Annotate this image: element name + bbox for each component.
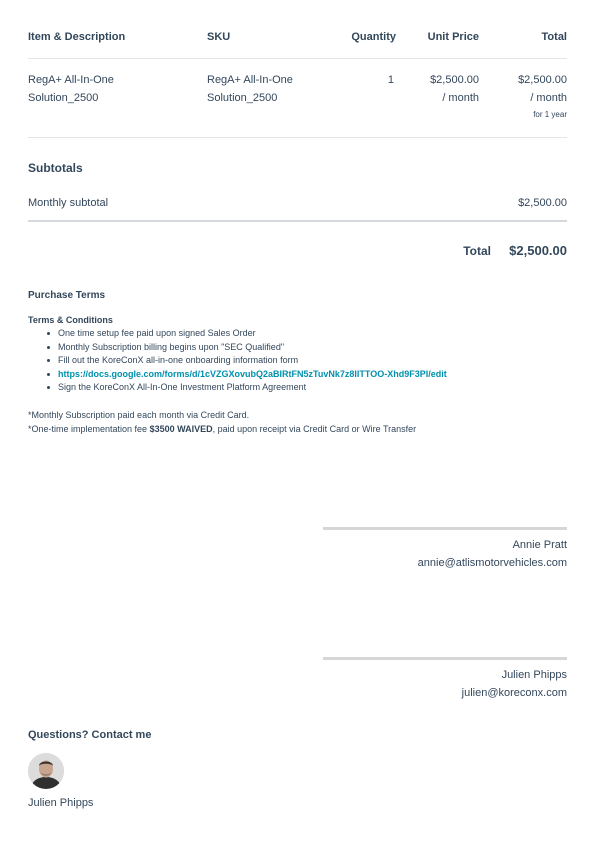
contact-heading: Questions? Contact me (28, 729, 152, 741)
person-avatar-icon (28, 753, 64, 789)
monthly-subtotal-value: $2,500.00 (518, 197, 567, 209)
terms-conditions-heading: Terms & Conditions (28, 315, 113, 325)
header-unit-price: Unit Price (427, 31, 479, 43)
contact-name: Julien Phipps (28, 797, 94, 809)
total-period: / month (530, 92, 567, 104)
waived-amount: $3500 WAIVED (149, 424, 213, 434)
signature-line (323, 657, 567, 660)
signer-name: Julien Phipps (501, 669, 567, 681)
header-item-description: Item & Description (28, 31, 126, 43)
item-unit-price (400, 71, 479, 107)
row-divider (28, 137, 567, 138)
item-total (480, 71, 567, 121)
total-term: for 1 year (533, 110, 567, 119)
header-divider (28, 58, 567, 59)
sku-line: RegA+ All-In-One (207, 74, 293, 86)
subtotal-divider (28, 220, 567, 222)
header-total: Total (541, 31, 567, 43)
total-amount: $2,500.00 (509, 243, 567, 258)
subscription-note: *Monthly Subscription paid each month via Credit Card. (28, 410, 250, 420)
item-name-line: Solution_2500 (28, 92, 99, 104)
list-item: Fill out the KoreConX all-in-one onboarding information form (28, 354, 567, 368)
item-name-line: RegA+ All-In-One (28, 74, 114, 86)
signer-email: julien@koreconx.com (461, 687, 567, 699)
total-value: $2,500.00 (518, 74, 567, 86)
subtotals-heading: Subtotals (28, 161, 83, 175)
purchase-terms-heading: Purchase Terms (28, 290, 106, 301)
total-label: Total (463, 244, 491, 258)
note-text: *One-time implementation fee (28, 424, 150, 434)
unit-price-period: / month (442, 92, 479, 104)
signer-email: annie@atlismotorvehicles.com (417, 557, 567, 569)
unit-price-value: $2,500.00 (430, 74, 479, 86)
header-sku: SKU (207, 31, 231, 43)
item-quantity: 1 (387, 74, 394, 86)
list-item: Sign the KoreConX All-In-One Investment Platform Agreement (28, 381, 567, 395)
item-description (28, 71, 198, 107)
item-sku (207, 71, 327, 107)
avatar (28, 753, 64, 789)
onboarding-form-link[interactable]: https://docs.google.com/forms/d/1cVZGXovubQ2aBIRtFN5zTuvNk7z8IITTOO-Xhd9F3PI/edit (28, 368, 567, 382)
note-text: , paid upon receipt via Credit Card or Wire Transfer (212, 424, 417, 434)
monthly-subtotal-label: Monthly subtotal (28, 197, 109, 209)
signer-name: Annie Pratt (512, 539, 567, 551)
header-quantity: Quantity (351, 31, 396, 43)
list-item: One time setup fee paid upon signed Sales Order (28, 327, 567, 341)
sku-line: Solution_2500 (207, 92, 278, 104)
list-item: Monthly Subscription billing begins upon "SEC Qualified" (28, 341, 567, 355)
implementation-fee-note (28, 422, 567, 436)
terms-list (28, 327, 567, 395)
signature-line (323, 527, 567, 530)
